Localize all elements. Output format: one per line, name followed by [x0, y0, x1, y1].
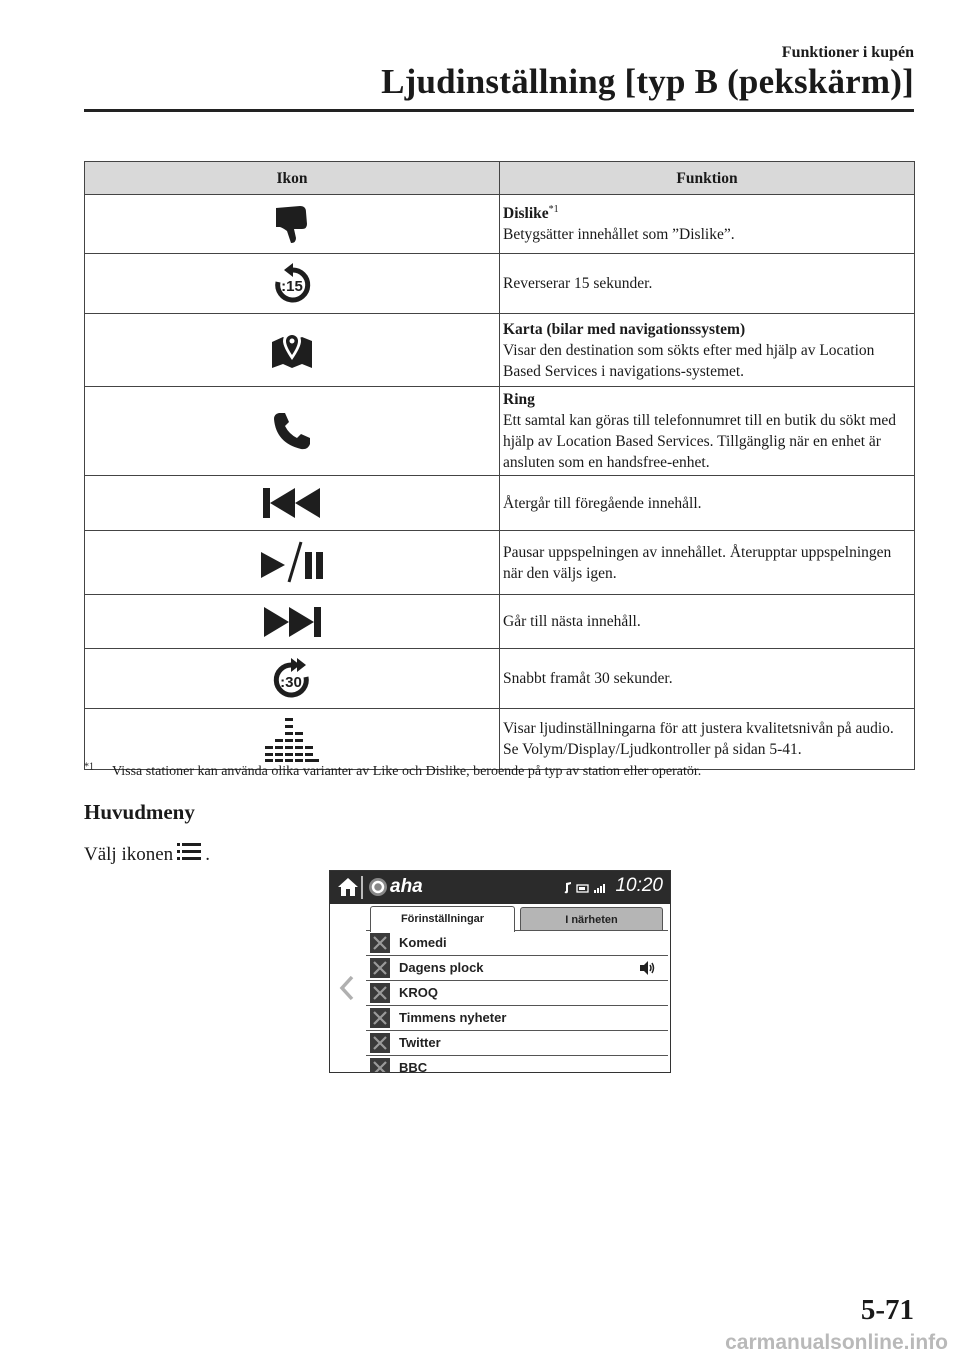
function-description	[500, 476, 915, 531]
function-text: Betygsätter innehållet som ”Dislike”.	[503, 226, 735, 243]
station-thumbnail-icon	[370, 983, 390, 1003]
function-text: Reverserar 15 sekunder.	[503, 275, 653, 292]
station-name: Komedi	[399, 935, 447, 950]
page-title: Ljudinställning [typ B (pekskärm)]	[381, 62, 914, 101]
function-description	[500, 595, 915, 649]
table-row	[85, 195, 915, 254]
function-description	[500, 387, 915, 476]
skip-back-icon	[260, 484, 324, 522]
forward-30-label: :30	[280, 673, 302, 691]
function-text: Pausar uppspelningen av innehållet. Återupptar uppspelningen när den väljs igen.	[503, 543, 892, 582]
list-menu-icon	[176, 841, 202, 863]
list-item[interactable]	[366, 981, 668, 1006]
table-row	[85, 476, 915, 531]
tab-presets[interactable]: Förinställningar	[370, 906, 515, 932]
function-text: Visar den destination som sökts efter med hjälp av Location Based Services i navigations-systemet.	[503, 341, 875, 380]
function-title: Ring	[503, 391, 535, 408]
clock: 10:20	[615, 875, 663, 896]
status-bar	[330, 871, 670, 904]
table-header-row	[85, 162, 915, 195]
signal-icon	[594, 884, 605, 893]
station-thumbnail-icon	[370, 958, 390, 978]
function-text: Ett samtal kan göras till telefonnumret till en butik du sökt med hjälp av Location Based Services. Tillgänglig när en enhet är ansluten som en handsfree-enhet.	[503, 412, 897, 471]
list-item[interactable]	[366, 1056, 668, 1073]
footnote	[84, 761, 924, 780]
icon-cell	[84, 709, 500, 773]
list-item[interactable]	[366, 1031, 668, 1056]
page-number: 5-71	[860, 1294, 914, 1326]
list-item[interactable]	[366, 1006, 668, 1031]
station-thumbnail-icon	[370, 933, 390, 953]
tab-nearby[interactable]: I närheten	[520, 907, 663, 931]
function-text-reference: Se Volym/Display/Ljudkontroller på sidan 5-41.	[503, 741, 802, 758]
equalizer-icon	[263, 715, 321, 763]
function-description	[500, 195, 915, 254]
phone-icon	[270, 409, 314, 453]
station-name: Twitter	[399, 1035, 441, 1050]
station-name: KROQ	[399, 985, 438, 1000]
forward-30-icon	[270, 657, 314, 701]
title-rule	[84, 109, 914, 112]
divider	[361, 876, 363, 899]
function-text: Visar ljudinställningarna för att justera kvalitetsnivån på audio.	[503, 720, 894, 737]
aha-logo-icon	[368, 877, 388, 902]
function-text: Snabbt framåt 30 sekunder.	[503, 670, 673, 687]
rewind-15-icon	[270, 262, 314, 306]
table-row	[85, 254, 915, 314]
table-row	[85, 314, 915, 387]
list-item[interactable]	[366, 956, 668, 981]
map-pin-icon	[269, 328, 315, 372]
column-header-icon: Ikon	[85, 162, 500, 195]
instruction-text: Välj ikonen	[84, 844, 174, 865]
music-note-icon	[565, 882, 571, 893]
footnote-text: Vissa stationer kan använda olika varianter av Like och Dislike, beroende på typ av station eller operatör.	[112, 764, 702, 779]
skip-forward-icon	[260, 603, 324, 641]
function-text: Går till nästa innehåll.	[503, 613, 641, 630]
station-name: Dagens plock	[399, 960, 484, 975]
function-description	[500, 531, 915, 595]
footnote-ref: *1	[548, 203, 559, 215]
icon-cell	[85, 254, 500, 314]
rewind-15-label: :15	[281, 277, 303, 295]
aha-screen-illustration	[329, 870, 671, 1073]
icon-cell	[85, 649, 500, 709]
table-row	[85, 531, 915, 595]
function-title: Karta (bilar med navigationssystem)	[503, 320, 746, 338]
icon-cell	[85, 195, 500, 254]
station-name: Timmens nyheter	[399, 1010, 507, 1025]
station-thumbnail-icon	[370, 1058, 390, 1073]
instruction-end: .	[205, 844, 210, 865]
column-header-function: Funktion	[500, 162, 915, 195]
station-name: BBC	[399, 1060, 428, 1073]
section-heading: Huvudmeny	[84, 800, 195, 824]
table-row	[85, 709, 915, 770]
table-row	[85, 649, 915, 709]
function-description	[500, 709, 915, 770]
function-title: Dislike	[503, 205, 549, 222]
function-description	[500, 649, 915, 709]
section-label: Funktioner i kupén	[781, 44, 914, 61]
table-row	[85, 387, 915, 476]
thumbs-down-icon	[270, 202, 314, 246]
watermark: carmanualsonline.info	[725, 1331, 948, 1354]
icon-cell	[85, 531, 500, 595]
back-arrow-icon[interactable]	[339, 975, 355, 1006]
icon-cell	[85, 595, 500, 649]
function-description	[500, 254, 915, 314]
function-text: Återgår till föregående innehåll.	[503, 494, 702, 512]
app-name: aha	[390, 876, 423, 897]
table-row	[85, 595, 915, 649]
icon-cell	[85, 314, 500, 387]
function-description	[500, 314, 915, 387]
icon-cell	[85, 387, 500, 476]
station-thumbnail-icon	[370, 1008, 390, 1028]
station-thumbnail-icon	[370, 1033, 390, 1053]
icon-cell	[85, 476, 500, 531]
footnote-mark: *1	[84, 761, 94, 773]
station-list	[366, 930, 668, 1073]
status-icons	[563, 881, 611, 900]
play-pause-icon	[257, 538, 327, 588]
home-icon[interactable]	[337, 876, 359, 903]
list-item[interactable]	[366, 931, 668, 956]
instruction	[84, 841, 210, 866]
